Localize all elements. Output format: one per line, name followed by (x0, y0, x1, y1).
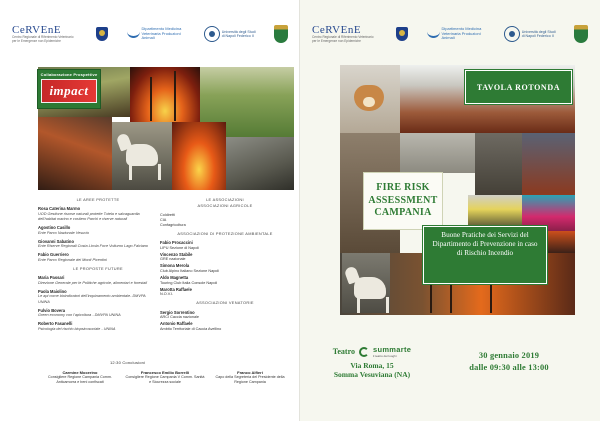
logo-strip-right (312, 18, 588, 50)
regione-campania-shield-icon (396, 27, 408, 41)
association-list: Coldiretti CIA Confagricoltura (160, 212, 186, 227)
university-seal-icon (204, 26, 220, 42)
university-name: Università degli Studi di Napoli Federico II (221, 29, 256, 38)
department-name: Dipartimento Medicina Veterinaria Produzioni Animali (441, 25, 482, 41)
photo-dog (340, 65, 400, 133)
department-logo-icon (127, 29, 140, 38)
speaker: Carmine Mocerino Consigliere Regione Campania Comm. Anticamorra e beni confiscati (48, 370, 112, 384)
person-entry: Fulvio Bovera Green economy con l'apicoltura - DMVPA UNINA (38, 307, 121, 318)
person-entry: Vincenzo Stabile GRE nazionale (160, 251, 193, 262)
round-table-banner (465, 70, 572, 104)
speaker: Francesco Emilio Borrelli Consigliere Regione Campania V Comm. Sanità e Sicurezza sociale (125, 370, 205, 384)
collaboration-box (37, 69, 101, 109)
person-entry: Agostino Casillo Ente Parco Nazionale Vesuvio (38, 225, 90, 235)
good-practices-text: Buone Pratiche dei Servizi del Dipartimento di Prevenzione in caso di Rischio Incendio (432, 231, 538, 258)
event-title-line: CAMPANIA (374, 207, 432, 219)
conclusions-label: 12:30 Conclusioni (110, 360, 146, 365)
event-title-line: ASSESSMENT (368, 194, 438, 206)
person-entry: Fabio Guerriero Ente Parco Regionale dei Monti Picentini (38, 252, 107, 262)
cervene-name: CeRVEnE (12, 24, 62, 37)
person-entry: Giovanni Sabatino Ente Riserve Regionali Costa Licola Foce Volturno Lago Falciano (38, 238, 149, 249)
good-practices-box (423, 226, 547, 284)
person-entry: Sergio Sorrentino ARCI Caccia nazionale (160, 309, 200, 320)
photo-fire-night (172, 122, 226, 190)
summarte-logo (373, 345, 411, 358)
teatro-label: Teatro (332, 347, 355, 356)
person-entry: Paola Maiolino Le api come bioindicatori dell'inquinamento ambientale- DMVPA UNINA (38, 288, 146, 304)
event-time: dalle 09:30 alle 13:00 (469, 363, 549, 372)
department-name: Dipartimento Medicina Veterinaria Produzioni Animali (141, 25, 182, 41)
department-logo (127, 27, 186, 41)
summarte-subtitle: il teatro dei luoghi (372, 354, 397, 358)
regione-campania-shield-icon (96, 27, 108, 41)
photo-horse (112, 122, 172, 190)
comune-crest-icon (574, 25, 588, 43)
department-logo (427, 27, 486, 41)
section-title: LE AREE PROTETTE (76, 197, 120, 202)
venue-block (312, 345, 432, 380)
section-title: ASSOCIAZIONI VENATORIE (196, 300, 254, 306)
event-date-block (434, 351, 584, 372)
section-title: ASSOCIAZIONI DI PROTEZIONE AMBIENTALE (177, 230, 273, 236)
photo-ash (226, 137, 294, 190)
event-title-box (363, 172, 443, 230)
person-entry: Rosa Caterina Marmo UOD Gestione risorse naturali protette Tutela e salvaguardia dell'habitat marino e costiero Parchi e riserve naturali (38, 206, 140, 221)
person-entry: Roberto Fasanelli Psicologia del rischio biopsicosociale - UNINA (38, 321, 116, 331)
person-entry: Maria Passari Direzione Generale per le Politiche agricole, alimentari e forestali (38, 275, 148, 285)
cervene-subtitle: Centro Regionale di Riferimento Veterinario per le Emergenze non Epidemiche (12, 35, 74, 43)
section-title: LE PROPOSTE FUTURE (73, 265, 123, 271)
photo-smoke (400, 133, 475, 173)
round-table-title: TAVOLA ROTONDA (476, 82, 561, 92)
cervene-logo (12, 24, 78, 44)
photo-horse-burnt (342, 253, 390, 313)
collaboration-title: Collaborazione Prospettive (40, 72, 98, 77)
person-entry: Simona Merola Club Alpino Italiano Sezione Napoli (160, 263, 220, 273)
person-entry: Antonio Raffaele Ambito Territoriale di Caccia Avellino (160, 321, 222, 331)
impact-logo-text: impact (49, 83, 89, 98)
section-title: LE ASSOCIAZIONI (206, 197, 244, 202)
university-name: Università degli Studi di Napoli Federico II (521, 29, 556, 38)
column-protected-areas (38, 197, 158, 335)
impact-logo (41, 79, 97, 103)
person-entry: Fabio Procaccini LIPU Sezione di Napoli (160, 240, 200, 250)
cervene-name: CeRVEnE (312, 24, 362, 37)
right-page (300, 0, 600, 421)
summarte-name: summarte (372, 345, 412, 354)
event-title-line: FIRE RISK (376, 182, 430, 194)
section-title: ASSOCIAZIONI AGRICOLE (197, 203, 253, 209)
university-logo (204, 26, 256, 42)
photo-burnt-land (38, 117, 112, 190)
department-logo-icon (427, 29, 440, 38)
event-date: 30 gennaio 2019 (478, 351, 540, 360)
closing-speakers (40, 370, 290, 385)
venue-address (312, 361, 432, 380)
cervene-subtitle: Centro Regionale di Riferimento Veterinario per le Emergenze non Epidemiche (312, 35, 374, 43)
summarte-swirl-icon (359, 347, 369, 357)
address-city: Somma Vesuviana (NA) (333, 370, 411, 380)
comune-crest-icon (274, 25, 288, 43)
photo-firefighter (475, 133, 522, 195)
person-entry: Marotta Raffaele N.O.V.I. (160, 286, 192, 297)
university-logo (504, 26, 556, 42)
photo-flames (130, 67, 200, 122)
address-street: Via Roma, 15 (350, 361, 394, 370)
person-entry: Aldo Magnetta Touring Club Italia Console Napoli (160, 275, 218, 285)
column-associations (160, 197, 290, 335)
logo-strip-left (12, 18, 288, 50)
cervene-logo (312, 24, 378, 44)
speaker: Franco Alfieri Capo della Segreteria del Presidente della Regione Campania (215, 370, 285, 384)
university-seal-icon (504, 26, 520, 42)
